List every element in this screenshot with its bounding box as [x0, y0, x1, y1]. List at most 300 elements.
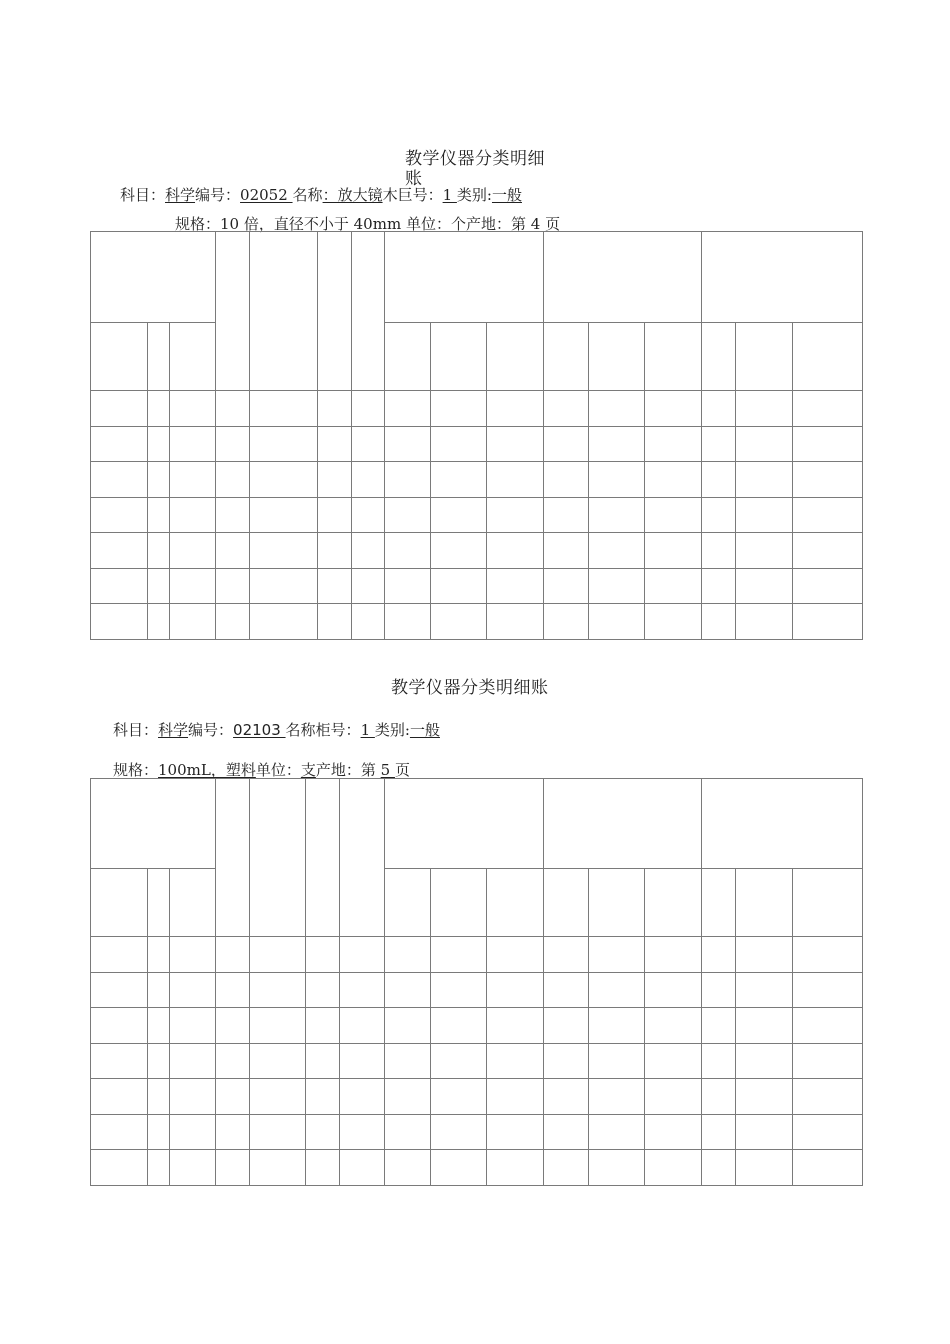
table-cell: [250, 1114, 306, 1150]
meta-line-4: [113, 759, 410, 780]
table-cell: [250, 1150, 306, 1186]
table-cell: [793, 533, 863, 569]
spec-label: 规格：: [113, 761, 159, 779]
header-cell: [645, 869, 702, 937]
table-cell: [385, 1114, 431, 1150]
subject-label: 科目：: [113, 721, 159, 739]
code-label: 编号：: [188, 721, 234, 739]
table-row: [91, 937, 863, 973]
table-cell: [793, 1150, 863, 1186]
table-cell: [216, 391, 250, 427]
unit-label: 单位：: [255, 761, 301, 779]
table-cell: [385, 533, 431, 569]
table-cell: [250, 497, 318, 533]
header-cell: [487, 869, 544, 937]
table-cell: [170, 604, 216, 640]
table-cell: [487, 1008, 544, 1044]
table-cell: [148, 426, 170, 462]
header-group-cell: [385, 779, 544, 869]
subject-label: 科目：: [120, 186, 166, 204]
table-cell: [170, 937, 216, 973]
table-cell: [702, 426, 736, 462]
table-cell: [736, 1114, 793, 1150]
table-cell: [702, 1079, 736, 1115]
table-cell: [431, 604, 487, 640]
table-cell: [544, 568, 589, 604]
unit-value: 个: [450, 215, 466, 233]
table-cell: [589, 568, 645, 604]
table-cell: [318, 533, 352, 569]
table-cell: [702, 604, 736, 640]
table-cell: [736, 1150, 793, 1186]
header-cell: [645, 323, 702, 391]
table-cell: [385, 568, 431, 604]
table-cell: [148, 1114, 170, 1150]
table-cell: [589, 1150, 645, 1186]
table-cell: [702, 533, 736, 569]
header-row-top: [91, 779, 863, 869]
table-cell: [91, 1008, 148, 1044]
header-cell: [702, 869, 736, 937]
table-cell: [645, 604, 702, 640]
table-cell: [793, 426, 863, 462]
title-line-1: 教学仪器分类明细: [405, 149, 545, 169]
table-row: [91, 1008, 863, 1044]
header-cell: [385, 323, 431, 391]
page-suffix: 页: [394, 761, 410, 779]
table-cell: [645, 533, 702, 569]
table-cell: [91, 1150, 148, 1186]
table-cell: [385, 391, 431, 427]
table-cell: [91, 937, 148, 973]
table-cell: [431, 972, 487, 1008]
table-cell: [340, 1079, 385, 1115]
header-cell: [352, 232, 385, 391]
header-cell: [544, 323, 589, 391]
table-cell: [544, 1114, 589, 1150]
table-cell: [702, 1008, 736, 1044]
table-cell: [736, 533, 793, 569]
table-cell: [793, 462, 863, 498]
header-group-cell: [702, 232, 863, 323]
table-cell: [250, 533, 318, 569]
table-cell: [306, 1114, 340, 1150]
table-cell: [736, 604, 793, 640]
table-cell: [487, 1043, 544, 1079]
table-cell: [216, 972, 250, 1008]
table-cell: [544, 937, 589, 973]
table-cell: [431, 1114, 487, 1150]
header-cell: [589, 323, 645, 391]
table-cell: [91, 604, 148, 640]
table-cell: [544, 1079, 589, 1115]
header-cell: [91, 869, 148, 937]
spec-label: 规格：: [175, 215, 221, 233]
table-cell: [216, 497, 250, 533]
table-cell: [645, 568, 702, 604]
header-group-cell: [544, 779, 702, 869]
table-cell: [250, 1079, 306, 1115]
table-cell: [736, 1079, 793, 1115]
code-value: 02052: [240, 186, 293, 204]
table-row: [91, 497, 863, 533]
header-row-top: [91, 232, 863, 323]
table-cell: [170, 462, 216, 498]
table-cell: [793, 1043, 863, 1079]
table-cell: [487, 604, 544, 640]
table-cell: [91, 1114, 148, 1150]
table-cell: [645, 937, 702, 973]
header-cell: [250, 779, 306, 937]
table-cell: [736, 391, 793, 427]
subject-value: 科学: [158, 721, 189, 739]
table-cell: [487, 568, 544, 604]
table-cell: [487, 1114, 544, 1150]
table-cell: [544, 497, 589, 533]
table-cell: [544, 604, 589, 640]
table-cell: [306, 972, 340, 1008]
header-cell: [216, 232, 250, 391]
table-cell: [170, 1150, 216, 1186]
table-cell: [352, 568, 385, 604]
table-cell: [170, 1114, 216, 1150]
table-cell: [544, 426, 589, 462]
table-cell: [170, 1079, 216, 1115]
table-cell: [544, 1008, 589, 1044]
name-label: 名称: [292, 186, 323, 204]
table-cell: [736, 426, 793, 462]
table-cell: [645, 426, 702, 462]
table-cell: [340, 937, 385, 973]
table-cell: [736, 1043, 793, 1079]
table-cell: [793, 1008, 863, 1044]
table-cell: [487, 497, 544, 533]
cabinet-value: 1: [360, 721, 375, 739]
table-cell: [340, 1150, 385, 1186]
table-cell: [645, 497, 702, 533]
ledger-title-1: [405, 144, 545, 169]
table-cell: [645, 1114, 702, 1150]
table-cell: [216, 1043, 250, 1079]
header-cell: [793, 869, 863, 937]
table-cell: [736, 1008, 793, 1044]
table-cell: [148, 391, 170, 427]
table-cell: [589, 972, 645, 1008]
table-cell: [793, 391, 863, 427]
table-cell: [544, 533, 589, 569]
table-cell: [216, 1114, 250, 1150]
table-cell: [431, 391, 487, 427]
table-cell: [385, 497, 431, 533]
table-cell: [352, 604, 385, 640]
header-row-sub: [91, 869, 863, 937]
table-cell: [589, 391, 645, 427]
table-cell: [385, 1008, 431, 1044]
table-cell: [487, 426, 544, 462]
table-cell: [216, 426, 250, 462]
table-cell: [352, 533, 385, 569]
table-cell: [148, 1008, 170, 1044]
table-cell: [385, 1150, 431, 1186]
table-cell: [340, 972, 385, 1008]
category-label: 类别:: [456, 186, 492, 204]
name-value: ：放大镜: [322, 186, 383, 204]
table-cell: [250, 604, 318, 640]
category-value: 一般: [491, 186, 522, 204]
table-cell: [544, 1150, 589, 1186]
table-cell: [250, 391, 318, 427]
table-cell: [589, 1079, 645, 1115]
table-cell: [431, 568, 487, 604]
table-cell: [170, 1043, 216, 1079]
unit-value: 支: [300, 761, 316, 779]
header-cell: [340, 779, 385, 937]
table-cell: [216, 462, 250, 498]
table-cell: [352, 497, 385, 533]
table-cell: [544, 1043, 589, 1079]
table-cell: [793, 568, 863, 604]
table-cell: [352, 462, 385, 498]
table-cell: [487, 937, 544, 973]
table-cell: [589, 462, 645, 498]
table-cell: [589, 937, 645, 973]
table-cell: [91, 1079, 148, 1115]
table-cell: [250, 568, 318, 604]
header-cell: [318, 232, 352, 391]
table-cell: [91, 497, 148, 533]
table-cell: [91, 568, 148, 604]
header-cell: [250, 232, 318, 391]
table-row: [91, 533, 863, 569]
spec-value: 100mL，塑料: [158, 761, 256, 779]
table-row: [91, 1043, 863, 1079]
table-cell: [702, 1043, 736, 1079]
table-cell: [487, 391, 544, 427]
table-cell: [589, 604, 645, 640]
table-cell: [385, 462, 431, 498]
table-cell: [91, 1043, 148, 1079]
table-cell: [589, 1043, 645, 1079]
table-cell: [702, 972, 736, 1008]
table-cell: [589, 1114, 645, 1150]
table-cell: [431, 937, 487, 973]
table-cell: [385, 604, 431, 640]
table-cell: [702, 497, 736, 533]
table-cell: [385, 1043, 431, 1079]
table-cell: [431, 462, 487, 498]
cabinet-value: 1: [442, 186, 457, 204]
table-cell: [645, 1008, 702, 1044]
table-cell: [487, 533, 544, 569]
header-cell: [91, 323, 148, 391]
ledger-table-2: [90, 778, 863, 1186]
table-row: [91, 1114, 863, 1150]
table-cell: [148, 497, 170, 533]
category-value: 一般: [409, 721, 440, 739]
table-cell: [91, 426, 148, 462]
table-cell: [702, 1150, 736, 1186]
table-cell: [385, 1079, 431, 1115]
table-cell: [793, 1079, 863, 1115]
spec-value: 10 倍，直径不小于 40mm: [220, 215, 406, 233]
header-cell: [385, 869, 431, 937]
header-cell: [216, 779, 250, 937]
table-cell: [306, 1043, 340, 1079]
header-cell: [91, 779, 216, 869]
table-cell: [170, 497, 216, 533]
table-row: [91, 604, 863, 640]
ledger-body-2: [91, 937, 863, 1186]
table-row: [91, 391, 863, 427]
header-cell: [736, 869, 793, 937]
table-cell: [340, 1114, 385, 1150]
table-row: [91, 1079, 863, 1115]
table-cell: [148, 533, 170, 569]
table-cell: [431, 1008, 487, 1044]
meta-line-3: [113, 719, 440, 740]
category-label: 类别:: [374, 721, 410, 739]
table-cell: [148, 568, 170, 604]
table-cell: [250, 972, 306, 1008]
table-cell: [91, 462, 148, 498]
table-cell: [431, 1079, 487, 1115]
table-row: [91, 972, 863, 1008]
code-label: 编号：: [195, 186, 241, 204]
cabinet-label: 木巨号：: [382, 186, 443, 204]
table-cell: [431, 497, 487, 533]
table-cell: [352, 391, 385, 427]
table-cell: [216, 604, 250, 640]
meta-line-1: [120, 184, 522, 205]
table-cell: [589, 426, 645, 462]
table-cell: [216, 1150, 250, 1186]
table-cell: [645, 972, 702, 1008]
table-cell: [170, 972, 216, 1008]
table-row: [91, 568, 863, 604]
table-cell: [148, 604, 170, 640]
table-cell: [318, 604, 352, 640]
header-cell: [702, 323, 736, 391]
title-line-2: 账: [405, 169, 423, 189]
header-cell: [148, 869, 170, 937]
table-cell: [385, 972, 431, 1008]
table-cell: [487, 972, 544, 1008]
page-suffix: 页: [545, 215, 561, 233]
table-cell: [306, 937, 340, 973]
table-cell: [216, 533, 250, 569]
header-cell: [431, 869, 487, 937]
table-cell: [385, 426, 431, 462]
table-cell: [544, 972, 589, 1008]
header-cell: [544, 869, 589, 937]
table-cell: [431, 1043, 487, 1079]
table-cell: [148, 1043, 170, 1079]
table-row: [91, 426, 863, 462]
origin-label: 产地：第: [315, 761, 381, 779]
table-cell: [148, 1150, 170, 1186]
table-cell: [645, 1079, 702, 1115]
ledger-body-1: [91, 391, 863, 640]
header-cell: [170, 869, 216, 937]
header-cell: [170, 323, 216, 391]
table-cell: [340, 1043, 385, 1079]
header-group-cell: [385, 232, 544, 323]
table-cell: [736, 568, 793, 604]
ledger-title-2: [391, 673, 549, 698]
table-cell: [318, 391, 352, 427]
table-cell: [736, 937, 793, 973]
header-cell: [306, 779, 340, 937]
table-cell: [216, 1008, 250, 1044]
header-group-cell: [544, 232, 702, 323]
table-cell: [148, 937, 170, 973]
table-cell: [170, 1008, 216, 1044]
table-cell: [487, 462, 544, 498]
table-cell: [216, 937, 250, 973]
table-cell: [589, 497, 645, 533]
header-cell: [431, 323, 487, 391]
table-cell: [736, 462, 793, 498]
page-number: 5: [380, 761, 395, 779]
table-cell: [250, 1008, 306, 1044]
table-cell: [352, 426, 385, 462]
header-cell: [793, 323, 863, 391]
table-cell: [306, 1008, 340, 1044]
subject-value: 科学: [165, 186, 196, 204]
table-cell: [544, 462, 589, 498]
table-cell: [250, 937, 306, 973]
ledger-table-1: [90, 231, 863, 640]
header-cell: [148, 323, 170, 391]
table-cell: [736, 972, 793, 1008]
table-cell: [487, 1150, 544, 1186]
table-cell: [91, 972, 148, 1008]
table-cell: [216, 1079, 250, 1115]
table-cell: [385, 937, 431, 973]
page-number: 4: [530, 215, 546, 233]
table-cell: [170, 426, 216, 462]
table-row: [91, 462, 863, 498]
table-cell: [793, 497, 863, 533]
table-cell: [216, 568, 250, 604]
table-cell: [318, 497, 352, 533]
header-cell: [589, 869, 645, 937]
table-cell: [170, 533, 216, 569]
header-cell: [736, 323, 793, 391]
table-cell: [318, 462, 352, 498]
table-cell: [148, 462, 170, 498]
table-cell: [645, 1150, 702, 1186]
table-cell: [702, 1114, 736, 1150]
table-cell: [589, 533, 645, 569]
code-value: 02103: [233, 721, 286, 739]
table-cell: [431, 426, 487, 462]
table-cell: [702, 462, 736, 498]
header-cell: [487, 323, 544, 391]
table-cell: [250, 1043, 306, 1079]
title-text: 教学仪器分类明细账: [391, 678, 549, 698]
header-row-sub: [91, 323, 863, 391]
table-cell: [170, 391, 216, 427]
name-cabinet-label: 名称柜号：: [285, 721, 361, 739]
table-cell: [431, 1150, 487, 1186]
table-cell: [589, 1008, 645, 1044]
table-cell: [340, 1008, 385, 1044]
table-cell: [702, 568, 736, 604]
table-cell: [793, 972, 863, 1008]
table-cell: [170, 568, 216, 604]
unit-label: 单位：: [405, 215, 451, 233]
